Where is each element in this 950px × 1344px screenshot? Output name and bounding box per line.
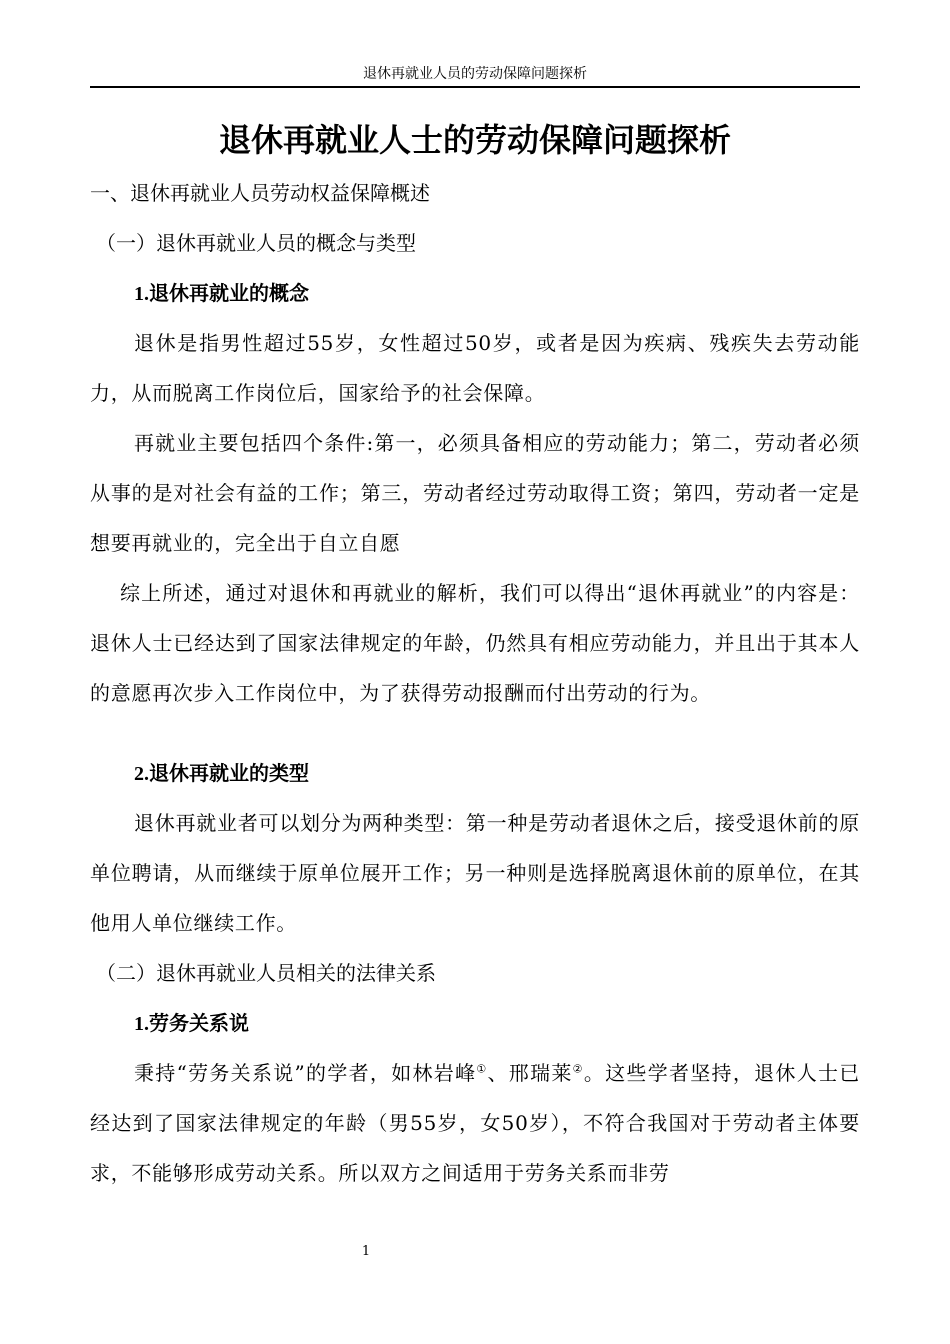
- header-divider: [90, 86, 860, 88]
- text-run: 。这些学者坚持，退休人士已经达到了国家法律规定的年龄（男55岁，女50岁），不符合我国对于劳动者主体要求，不能够形成劳动关系。所以双方之间适用于劳务关系而非劳: [90, 1061, 860, 1185]
- subsubsection-heading-concept: [90, 268, 860, 318]
- heading-number: 1.: [134, 1013, 149, 1035]
- paragraph-labor-service-theory: [90, 1048, 860, 1198]
- running-header: 退休再就业人员的劳动保障问题探析: [363, 66, 587, 82]
- footnote-ref-2[interactable]: ②: [572, 1062, 584, 1076]
- heading-text: 退休再就业的概念: [149, 281, 309, 305]
- subsubsection-heading-labor-service: [90, 998, 860, 1048]
- subsection-heading-1-1: （一）退休再就业人员的概念与类型: [96, 231, 416, 255]
- subsection-heading-1-2: （二）退休再就业人员相关的法律关系: [96, 961, 436, 985]
- heading-number: 2.: [134, 763, 149, 785]
- page-number: 1: [361, 1244, 371, 1259]
- heading-number: 1.: [134, 283, 149, 305]
- heading-text: 劳务关系说: [149, 1011, 249, 1035]
- paragraph-retirement-definition: 退休是指男性超过55岁，女性超过50岁，或者是因为疾病、残疾失去劳动能力，从而脱离工作岗位后，国家给予的社会保障。: [90, 331, 860, 405]
- text-run: 、邢瑞莱: [487, 1061, 573, 1085]
- paragraph-summary: 综上所述，通过对退休和再就业的解析，我们可以得出“退休再就业”的内容是：退休人士已经达到了国家法律规定的年龄，仍然具有相应劳动能力，并且出于其本人的意愿再次步入工作岗位中，为了获得劳动报酬而付出劳动的行为。: [90, 581, 860, 705]
- footnote-ref-1[interactable]: ①: [476, 1062, 488, 1076]
- heading-text: 退休再就业的类型: [149, 761, 309, 785]
- paragraph-spacer: [90, 718, 860, 748]
- subsubsection-heading-types: [90, 748, 860, 798]
- document-body: [90, 168, 860, 1198]
- text-run: 秉持“劳务关系说”的学者，如林岩峰: [134, 1061, 477, 1085]
- document-title: 退休再就业人士的劳动保障问题探析: [218, 121, 731, 159]
- paragraph-reemployment-conditions: 再就业主要包括四个条件:第一，必须具备相应的劳动能力；第二，劳动者必须从事的是对社会有益的工作；第三，劳动者经过劳动取得工资；第四，劳动者一定是想要再就业的，完全出于自立自愿: [90, 431, 860, 555]
- paragraph-reemployment-types: 退休再就业者可以划分为两种类型：第一种是劳动者退休之后，接受退休前的原单位聘请，从而继续于原单位展开工作；另一种则是选择脱离退休前的原单位，在其他用人单位继续工作。: [90, 811, 860, 935]
- section-heading-1: 一、退休再就业人员劳动权益保障概述: [90, 181, 430, 205]
